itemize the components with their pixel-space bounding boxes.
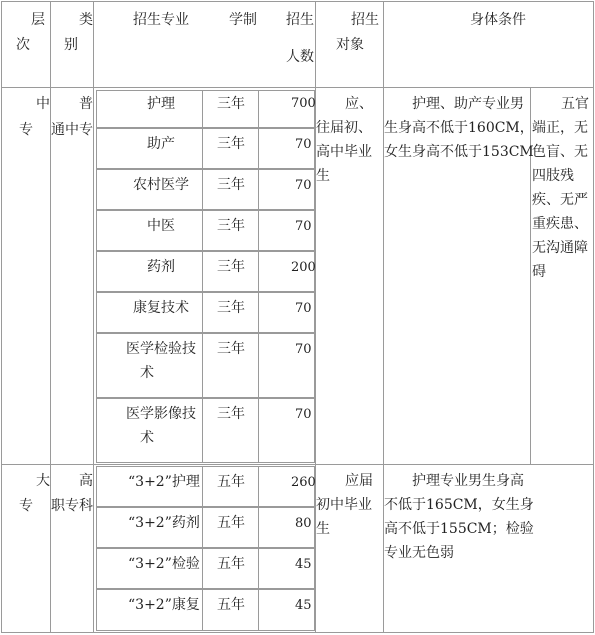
header-physical: 身体条件: [470, 12, 526, 28]
target-line: 生: [316, 521, 330, 537]
count-cell: 260: [291, 475, 316, 490]
duration-cell: 三年: [217, 259, 245, 275]
level-text-2: 专: [19, 122, 33, 138]
count-cell: 45: [295, 598, 312, 613]
physical-line: 端正，无: [532, 120, 588, 136]
duration-cell: 三年: [217, 406, 245, 422]
header-enrollment-1: 招生: [286, 12, 314, 28]
header-target-1: 招生: [351, 12, 379, 28]
header-target-2: 对象: [336, 37, 364, 53]
duration-cell: 三年: [217, 218, 245, 234]
header-category-1: 类: [79, 12, 93, 28]
category-text-1: 普: [79, 96, 93, 112]
duration-cell: 五年: [217, 556, 245, 572]
header-category-2: 别: [64, 37, 78, 53]
target-line: 往届初、: [316, 120, 372, 136]
major-cell: “3+2”护理: [128, 474, 200, 490]
category-text-1: 高: [79, 473, 93, 489]
major-cell-line-2: 术: [140, 430, 154, 446]
physical-line: 碍: [532, 264, 546, 280]
major-cell: 医学检验技: [126, 341, 196, 357]
major-cell: “3+2”康复: [128, 597, 200, 613]
physical-line: 四肢残: [532, 168, 574, 184]
major-cell-line-2: 术: [140, 365, 154, 381]
category-text-2: 通中专: [51, 122, 93, 138]
count-cell: 700: [291, 96, 316, 111]
duration-cell: 五年: [217, 515, 245, 531]
major-cell: “3+2”药剂: [128, 515, 200, 531]
duration-cell: 三年: [217, 341, 245, 357]
level-text-2: 专: [19, 498, 33, 514]
major-cell: 医学影像技: [126, 406, 196, 422]
header-major: 招生专业: [133, 12, 189, 28]
target-line: 应届: [345, 473, 373, 489]
header-level-1: 层: [31, 12, 45, 28]
physical-line: 护理、助产专业男: [412, 96, 524, 112]
count-cell: 70: [295, 178, 312, 193]
physical-line: 五官: [561, 96, 589, 112]
target-line: 应、: [345, 96, 373, 112]
physical-line: 女生身高不低于153CM: [384, 144, 534, 160]
count-cell: 70: [295, 301, 312, 316]
level-text-1: 大: [36, 473, 50, 489]
physical-line: 无沟通障: [532, 240, 588, 256]
duration-cell: 三年: [217, 136, 245, 152]
count-cell: 80: [295, 516, 312, 531]
major-cell: 中医: [147, 218, 175, 234]
physical-line: 生身高不低于160CM，: [384, 120, 534, 136]
duration-cell: 三年: [217, 177, 245, 193]
duration-cell: 三年: [217, 300, 245, 316]
major-cell: 助产: [147, 136, 175, 152]
physical-line: 色盲、无: [532, 144, 588, 160]
target-line: 高中毕业: [316, 144, 372, 160]
target-line: 初中毕业: [316, 497, 372, 513]
physical-line: 护理专业男生身高: [412, 473, 524, 489]
major-cell: 农村医学: [133, 177, 189, 193]
major-cell: 康复技术: [133, 300, 189, 316]
duration-cell: 五年: [217, 474, 245, 490]
count-cell: 70: [295, 407, 312, 422]
count-cell: 70: [295, 219, 312, 234]
duration-cell: 三年: [217, 96, 245, 112]
category-text-2: 职专科: [51, 498, 93, 514]
major-cell: 药剂: [147, 259, 175, 275]
count-cell: 70: [295, 342, 312, 357]
header-level-2: 次: [16, 37, 30, 53]
duration-cell: 五年: [217, 597, 245, 613]
count-cell: 70: [295, 137, 312, 152]
target-line: 生: [316, 168, 330, 184]
header-enrollment-2: 人数: [286, 49, 314, 65]
major-cell: 护理: [147, 96, 175, 112]
count-cell: 200: [291, 260, 316, 275]
physical-line: 高不低于155CM；检验: [384, 521, 534, 537]
physical-line: 专业无色弱: [384, 545, 454, 561]
header-duration: 学制: [229, 12, 257, 28]
major-cell: “3+2”检验: [128, 556, 200, 572]
physical-line: 疾、无严: [532, 192, 588, 208]
level-text-1: 中: [36, 96, 50, 112]
physical-line: 重疾患、: [532, 216, 588, 232]
count-cell: 45: [295, 557, 312, 572]
physical-line: 不低于165CM，女生身: [384, 497, 534, 513]
